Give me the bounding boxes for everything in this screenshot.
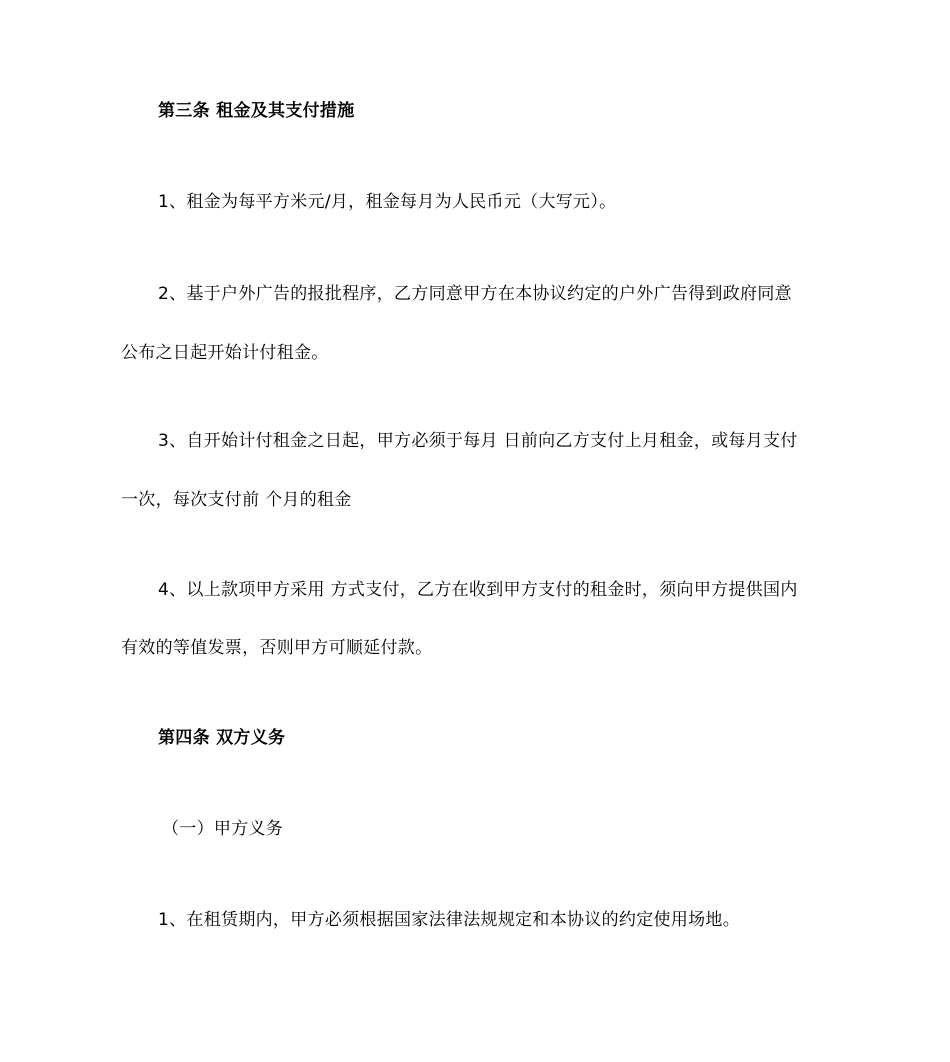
article-3-clause-4-line-1: 4、以上款项甲方采用 方式支付，乙方在收到甲方支付的租金时，须向甲方提供国内 [158,580,798,600]
article-4-heading: 第四条 双方义务 [158,728,286,748]
article-3-heading: 第三条 租金及其支付措施 [158,101,355,121]
article-3-clause-3-line-2: 一次，每次支付前 个月的租金 [121,490,352,510]
article-3-clause-4-line-2: 有效的等值发票，否则甲方可顺延付款。 [121,638,433,658]
article-3-clause-3-line-1: 3、自开始计付租金之日起，甲方必须于每月 日前向乙方支付上月租金，或每月支付 [158,431,798,451]
article-3-clause-2-line-2: 公布之日起开始计付租金。 [121,343,329,363]
article-4-subheading: （一）甲方义务 [162,819,284,839]
article-3-clause-2-line-1: 2、基于户外广告的报批程序，乙方同意甲方在本协议约定的户外广告得到政府同意 [158,284,792,304]
article-3-clause-1: 1、租金为每平方米元/月，租金每月为人民币元（大写元）。 [158,192,617,212]
article-4-clause-1: 1、在租赁期内，甲方必须根据国家法律法规规定和本协议的约定使用场地。 [158,910,741,930]
